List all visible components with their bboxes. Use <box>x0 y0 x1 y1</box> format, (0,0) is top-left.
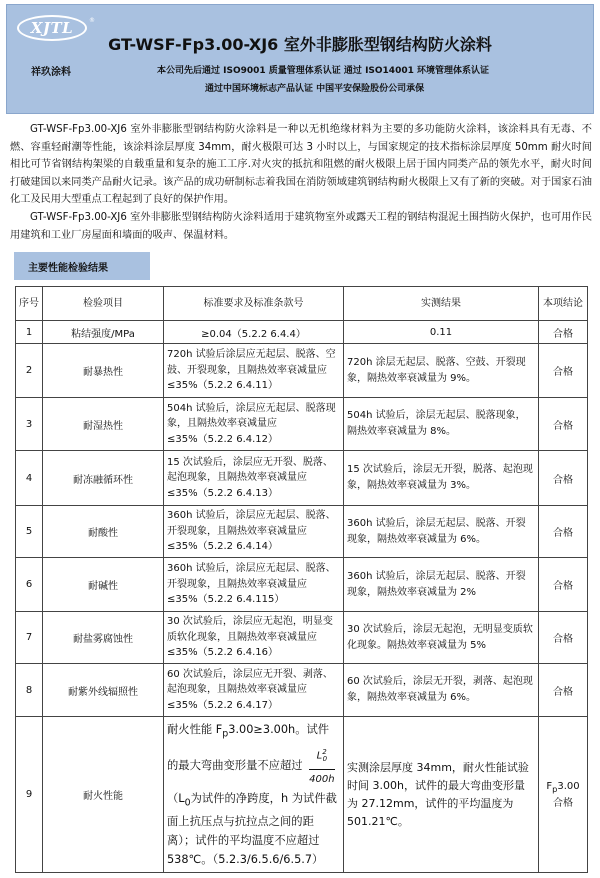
row-item: 粘结强度/MPa <box>43 321 164 344</box>
row-item: 耐湿热性 <box>43 398 164 451</box>
row-no: 5 <box>16 506 43 558</box>
intro-paragraph-2: GT-WSF-Fp3.00-XJ6 室外非膨胀型钢结构防火涂料适用于建筑物室外或露天工程的钢结构混泥土围挡防火保护，也可用作民用建筑和工业厂房屋面和墙面的吸声、保温材料。 <box>10 212 592 241</box>
row-no: 1 <box>16 321 43 344</box>
row-no: 7 <box>16 612 43 664</box>
header-requirement: 标准要求及标准条款号 <box>164 287 344 321</box>
concl-pass: 合格 <box>553 797 573 809</box>
row-no: 4 <box>16 451 43 506</box>
row-item: 耐暴热性 <box>43 344 164 398</box>
row-requirement: 15 次试验后，涂层应无开裂、脱落、起泡现象，且隔热效率衰减量应≤35%（5.2.2 6.4.13） <box>164 451 344 506</box>
table-row <box>16 344 588 398</box>
concl-value: 3.00 <box>557 780 580 792</box>
table-row <box>16 451 588 506</box>
row-item: 耐紫外线辐照性 <box>43 664 164 717</box>
fraction-denominator: 400h <box>309 774 335 786</box>
row-item: 耐火性能 <box>43 717 164 873</box>
section-title <box>14 252 150 280</box>
row-result: 30 次试验后，涂层无起泡，无明显变质软化现象。隔热效率衰减量为 5% <box>344 612 539 664</box>
section-title-text: 主要性能检验结果 <box>28 262 108 274</box>
cert-line-1: 本公司先后通过 ISO9001 质量管理体系认证 通过 ISO14001 环境管理体系认证 <box>157 66 489 76</box>
row-item: 耐碱性 <box>43 558 164 612</box>
row-result: 504h 试验后，涂层无起层、脱落现象，隔热效率衰减量为 8%。 <box>344 398 539 451</box>
row-item: 耐盐雾腐蚀性 <box>43 612 164 664</box>
frac-sub: 0 <box>322 755 328 764</box>
row-conclusion: 合格 <box>539 321 588 344</box>
table-row <box>16 321 588 344</box>
table-row <box>16 558 588 612</box>
header-conclusion: 本项结论 <box>539 287 588 321</box>
concl-f: F <box>546 780 553 792</box>
row-requirement: 720h 试验后涂层应无起层、脱落、空鼓、开裂现象，且隔热效率衰减量应≤35%（5.2.2 6.4.11） <box>164 344 344 398</box>
fire-req-c: （L <box>167 792 185 806</box>
fire-req-d: 为试件的净跨度，h 为试件截面上抗压点与抗拉点之间的距离）；试件的平均温度不应超过 538℃。（5.2.3/6.5.6/6.5.7） <box>167 792 337 867</box>
row-requirement: 360h 试验后，涂层应无起层、脱落、开裂现象，且隔热效率衰减量应≤35%（5.2.2 6.4.14） <box>164 506 344 558</box>
row-requirement: 360h 试验后，涂层应无起层、脱落、开裂现象，且隔热效率衰减量应≤35%（5.2.2 6.4.115） <box>164 558 344 612</box>
row-no: 8 <box>16 664 43 717</box>
row-requirement: 504h 试验后，涂层应无起层、脱落现象，且隔热效率衰减量应≤35%（5.2.2 6.4.12） <box>164 398 344 451</box>
row-conclusion: 合格 <box>539 664 588 717</box>
fire-req-c-sub: 0 <box>184 797 191 809</box>
row-no: 3 <box>16 398 43 451</box>
row-result: 0.11 <box>344 321 539 344</box>
row-no: 9 <box>16 717 43 873</box>
row-no: 6 <box>16 558 43 612</box>
deflection-fraction <box>309 743 334 789</box>
row-requirement-fire <box>164 717 344 873</box>
row-result: 720h 涂层无起层、脱落、空鼓、开裂现象，隔热效率衰减量为 9%。 <box>344 344 539 398</box>
header-no: 序号 <box>16 287 43 321</box>
logo-text: XJTL <box>30 19 74 37</box>
table-row <box>16 398 588 451</box>
table-row <box>16 506 588 558</box>
row-requirement: 60 次试验后，涂层应无开裂、剥落、起泡现象，且隔热效率衰减量应≤35%（5.2.2 6.4.17） <box>164 664 344 717</box>
table-row <box>16 664 588 717</box>
registered-mark: ® <box>89 17 95 24</box>
row-conclusion: 合格 <box>539 344 588 398</box>
concl-sub: p <box>552 783 558 794</box>
header-banner <box>6 4 594 114</box>
company-name: 祥玖涂料 <box>31 67 71 78</box>
fire-req-a: 耐火性能 F <box>167 722 223 736</box>
intro-paragraph-1: GT-WSF-Fp3.00-XJ6 室外非膨胀型钢结构防火涂料是一种以无机绝缘材料为主要的多功能防火涂料，该涂料具有无毒、不燃、容重轻耐潮等性能，该涂料涂层厚度 34mm，耐火极限可达 3 小时以上，与国家规定的技术指标涂层厚度 50mm 耐火时间相比可节省钢结构架梁的自载重量和复杂的施工工序.对火灾的抵抗和阻燃的耐火极限上居于国内同类产品的领先水平，耐火时间打破建国以来同类产品耐火记录。该产品的成功研制标志着我国在消防领域建筑钢结构耐火极限上又有了新的突破。对于国家石油化工及民用大型重点工程起到了良好的保护作用。 <box>10 124 592 206</box>
row-result-fire: 实测涂层厚度 34mm，耐火性能试验时间 3.00h，试件的最大弯曲变形量为 27.12mm，试件的平均温度为 501.21℃。 <box>344 717 539 873</box>
row-result: 15 次试验后，涂层无开裂，脱落、起泡现象，隔热效率衰减量为 3%。 <box>344 451 539 506</box>
row-conclusion: 合格 <box>539 451 588 506</box>
row-result: 60 次试验后，涂层无开裂，剥落、起泡现象，隔热效率衰减量为 6%。 <box>344 664 539 717</box>
table-header-row <box>16 287 588 321</box>
row-conclusion: 合格 <box>539 506 588 558</box>
frac-sup: 2 <box>322 747 327 756</box>
frac-L: L <box>316 750 323 762</box>
row-result: 360h 试验后，涂层无起层、脱落、开裂现象，隔热效率衰减量为 6%。 <box>344 506 539 558</box>
row-requirement: ≥0.04（5.2.2 6.4.4） <box>164 321 344 344</box>
row-conclusion: 合格 <box>539 612 588 664</box>
row-no: 2 <box>16 344 43 398</box>
table-row <box>16 612 588 664</box>
row-item: 耐酸性 <box>43 506 164 558</box>
header-result: 实测结果 <box>344 287 539 321</box>
table-row-fire <box>16 717 588 873</box>
fraction-numerator <box>309 743 334 770</box>
row-conclusion: 合格 <box>539 398 588 451</box>
cert-line-2: 通过中国环境标志产品认证 中国平安保险股份公司承保 <box>205 84 425 94</box>
row-item: 耐冻融循环性 <box>43 451 164 506</box>
row-result: 360h 试验后，涂层无起层、脱落、开裂现象，隔热效率衰减量为 2% <box>344 558 539 612</box>
row-requirement: 30 次试验后，涂层应无起泡，明显变质软化现象，且隔热效率衰减量应≤35%（5.2.2 6.4.16） <box>164 612 344 664</box>
page-title: GT-WSF-Fp3.00-XJ6 室外非膨胀型钢结构防火涂料 <box>108 35 492 54</box>
spec-table <box>15 286 588 873</box>
header-item: 检验项目 <box>43 287 164 321</box>
fire-req-b: 3.00≥3.00h。试件的最大弯曲变形量不应超过 <box>167 722 330 772</box>
row-conclusion-fire <box>539 717 588 873</box>
row-conclusion: 合格 <box>539 558 588 612</box>
fire-req-sub: p <box>222 727 229 739</box>
